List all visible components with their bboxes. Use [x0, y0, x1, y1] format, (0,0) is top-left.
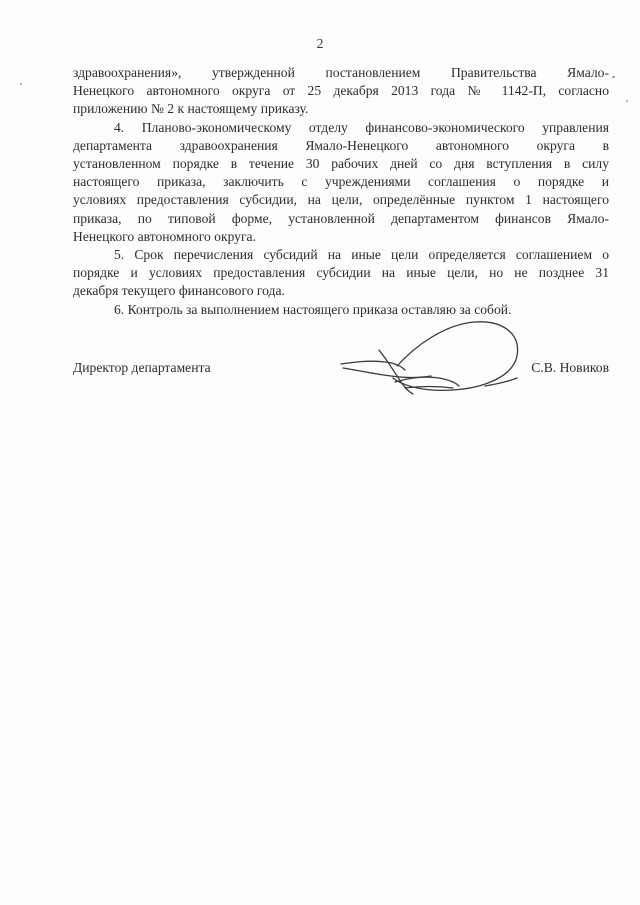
text-line: 6. Контроль за выполнением настоящего приказа оставляю за собой.	[114, 301, 512, 317]
signatory-name: С.В. Новиков	[531, 360, 609, 375]
text-line: настоящего приказа, заключить с учреждениями соглашения о порядке и	[73, 174, 609, 190]
signature-block	[73, 360, 609, 390]
text-line: Ненецкого автономного округа.	[73, 228, 256, 244]
scan-speck	[626, 100, 628, 102]
text-line: установленном порядке в течение 30 рабочих дней со дня вступления в силу	[73, 156, 609, 172]
text-line: приказа, по типовой форме, установленной департаментом финансов Ямало-	[73, 210, 609, 226]
text-line: здравоохранения», утвержденной постановлением Правительства Ямало-	[73, 65, 609, 80]
text-line: условиях предоставления субсидии, на цели, определённые пунктом 1 настоящего	[73, 192, 609, 208]
text-line: 4. Планово-экономическому отделу финансово-экономического управления	[114, 119, 609, 135]
text-line: приложению № 2 к настоящему приказу.	[73, 101, 309, 117]
page-number: 2	[316, 36, 324, 51]
paragraph-item-5	[73, 246, 609, 301]
document-body	[73, 64, 609, 319]
text-line: 5. Срок перечисления субсидий на иные цели определяется соглашением о	[114, 247, 609, 263]
scan-speck	[612, 76, 615, 78]
scan-speck	[20, 83, 22, 85]
signatory-title: Директор департамента	[73, 360, 211, 375]
text-line: декабря текущего финансового года.	[73, 283, 285, 299]
paragraph-continuation	[73, 64, 609, 119]
text-line: департамента здравоохранения Ямало-Ненецкого автономного округа в	[73, 137, 609, 153]
text-line: порядке и условиях предоставления субсидии на иные цели, но не позднее 31	[73, 265, 609, 281]
text-line: Ненецкого автономного округа от 25 декабря 2013 года № 1142-П, согласно	[73, 83, 609, 99]
paragraph-item-4	[73, 119, 609, 246]
